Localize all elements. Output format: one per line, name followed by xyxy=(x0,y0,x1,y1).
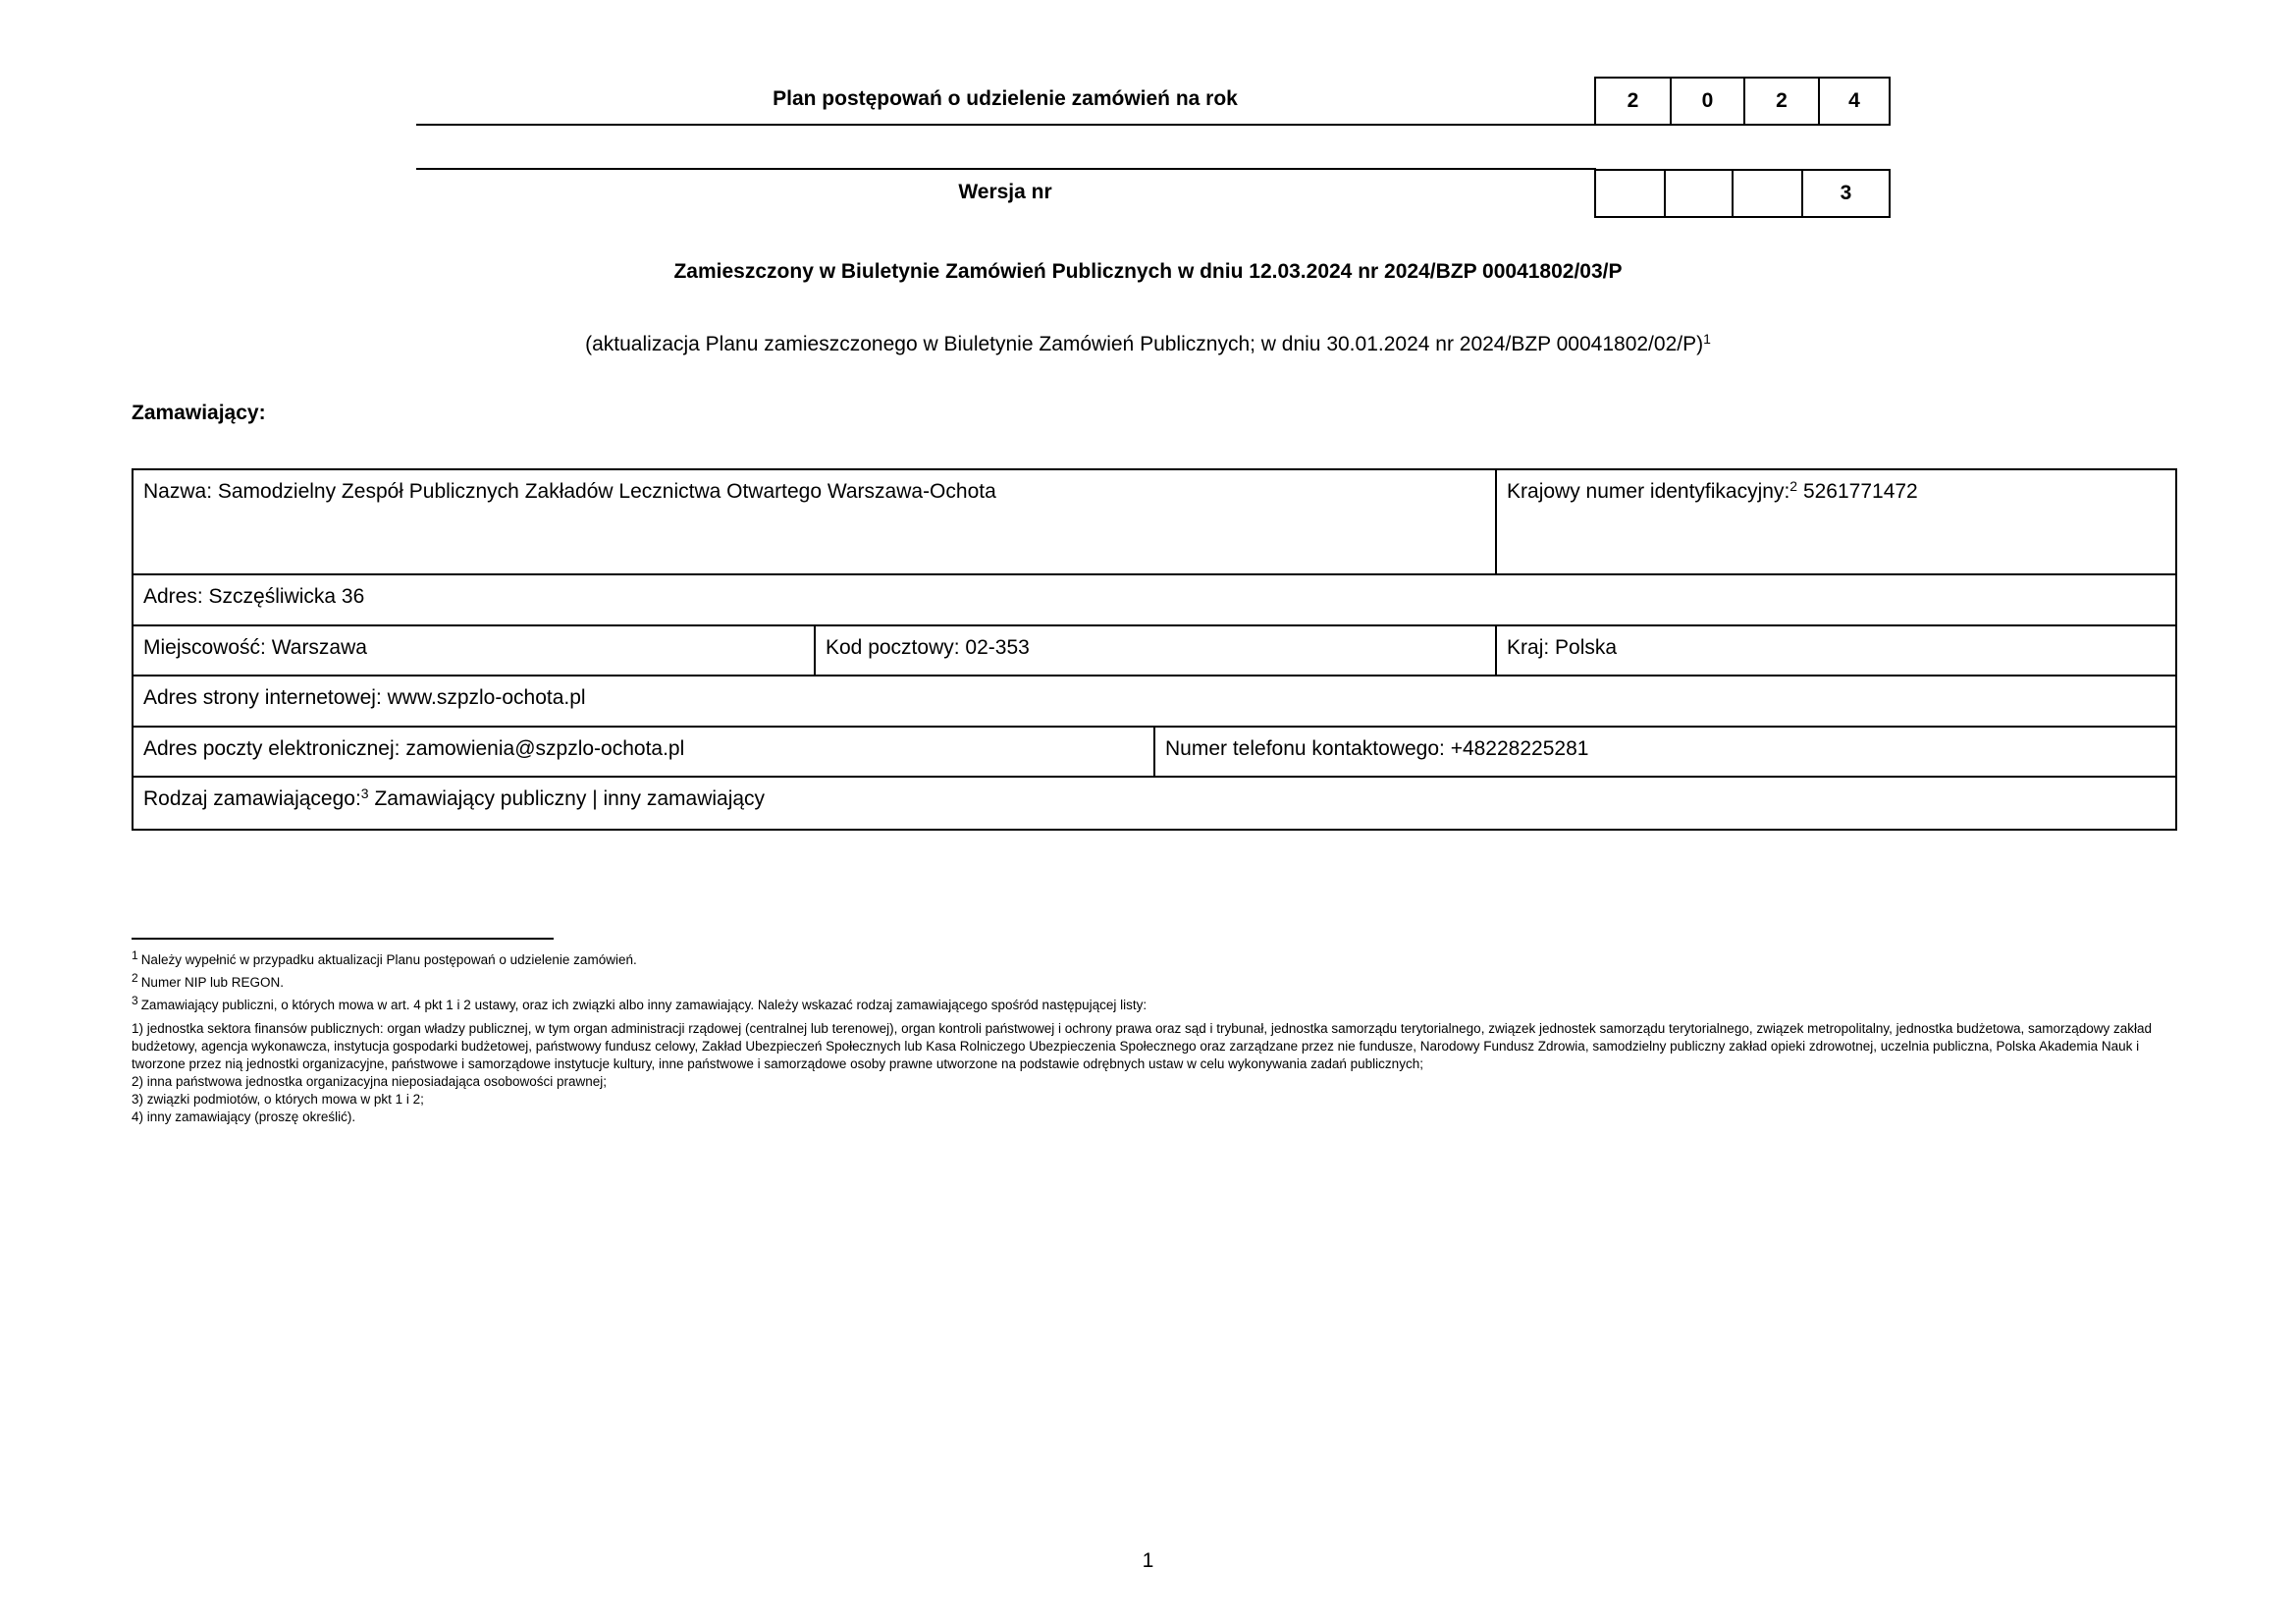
id-cell xyxy=(1496,469,2176,574)
footnote-ref: 1 xyxy=(1703,331,1711,347)
country-label: Kraj: xyxy=(1507,636,1550,659)
address-label: Adres: xyxy=(143,585,203,608)
footnote-separator xyxy=(132,938,554,940)
orderer-type-list xyxy=(132,1020,2175,1126)
year-digit: 0 xyxy=(1670,79,1743,124)
year-digit: 2 xyxy=(1627,89,1639,112)
plan-title-underline xyxy=(416,124,1596,126)
country-cell xyxy=(1496,625,2176,676)
type-cell xyxy=(133,777,2176,830)
orderer-table xyxy=(132,468,2177,831)
table-row xyxy=(133,574,2176,625)
version-label: Wersja nr xyxy=(958,181,1052,203)
table-row xyxy=(133,727,2176,777)
city-label: Miejscowość: xyxy=(143,636,266,659)
address-cell xyxy=(133,574,2176,625)
id-label: Krajowy numer identyfikacyjny: xyxy=(1507,480,1790,503)
list-item: 4) inny zamawiający (proszę określić). xyxy=(132,1109,356,1124)
table-row xyxy=(133,777,2176,830)
website-cell xyxy=(133,676,2176,727)
table-row xyxy=(133,625,2176,676)
published-line: Zamieszczony w Biuletynie Zamówień Publicznych w dniu 12.03.2024 nr 2024/BZP 00041802/03/P xyxy=(673,260,1623,283)
list-item: 3) związki podmiotów, o których mowa w pkt 1 i 2; xyxy=(132,1092,424,1107)
update-text: (aktualizacja Planu zamieszczonego w Biuletynie Zamówień Publicznych; w dniu 30.01.2024 nr 2024/BZP 00041802/02/P) xyxy=(585,333,1704,355)
address-value: Szczęśliwicka 36 xyxy=(208,585,365,608)
name-label: Nazwa: xyxy=(143,480,213,503)
list-item: 1) jednostka sektora finansów publicznych: organ władzy publicznej, w tym organ administracji rządowej (centralnej lub terenowej), organ kontroli państwowej i ochrony prawa oraz sąd i trybunał, jednostka samorządu terytorialnego, związek jednostek samorządu terytorialnego, związek metropolitalny, jednostka budżetowa, samorządowy zakład budżetowy, agencja wykonawcza, instytucja gospodarki budżetowej, państwowy fundusz celowy, Zakład Ubezpieczeń Społecznych lub Kasa Rolniczego Ubezpieczenia Społecznego oraz zarządzane przez nie fundusze, Narodowy Fundusz Zdrowia, samodzielny publiczny zakład opieki zdrowotnej, uczelnia publiczna, Polska Akademia Nauk i tworzone przez nią jednostki organizacyjne, państwowe i samorządowe instytucje kultury, inne państwowe i samorządowe osoby prawne utworzone na podstawie odrębnych ustaw w celu wykonywania zadań publicznych; xyxy=(132,1021,2153,1071)
phone-cell xyxy=(1154,727,2176,777)
page-number: 1 xyxy=(1142,1549,1154,1572)
type-value: Zamawiający publiczny | inny zamawiający xyxy=(374,787,766,810)
footnote-text: Należy wypełnić w przypadku aktualizacji Planu postępowań o udzielenie zamówień. xyxy=(140,952,637,967)
footnote-2 xyxy=(132,971,2175,992)
footnote-3 xyxy=(132,994,2175,1014)
name-cell xyxy=(133,469,1496,574)
orderer-heading: Zamawiający: xyxy=(132,402,266,424)
version-digit xyxy=(1732,171,1801,216)
country-value: Polska xyxy=(1555,636,1618,659)
website-label: Adres strony internetowej: xyxy=(143,686,382,709)
update-line xyxy=(0,333,2296,356)
plan-title: Plan postępowań o udzielenie zamówień na rok xyxy=(773,87,1238,110)
phone-label: Numer telefonu kontaktowego: xyxy=(1165,737,1445,760)
postal-label: Kod pocztowy: xyxy=(826,636,960,659)
footnotes xyxy=(132,948,2175,1126)
footnote-number: 2 xyxy=(132,971,138,985)
table-row xyxy=(133,469,2176,574)
phone-value: +48228225281 xyxy=(1450,737,1589,760)
postal-cell xyxy=(815,625,1496,676)
postal-value: 02-353 xyxy=(965,636,1030,659)
city-cell xyxy=(133,625,815,676)
email-label: Adres poczty elektronicznej: xyxy=(143,737,400,760)
year-boxes xyxy=(1594,77,1891,126)
id-value: 5261771472 xyxy=(1802,480,1918,503)
footnote-number: 3 xyxy=(132,994,138,1007)
footnote-ref: 3 xyxy=(360,785,369,801)
table-row xyxy=(133,676,2176,727)
footnote-number: 1 xyxy=(132,948,138,962)
footnote-text: Numer NIP lub REGON. xyxy=(140,975,284,990)
email-value: zamowienia@szpzlo-ochota.pl xyxy=(405,737,685,760)
year-digit: 2 xyxy=(1743,79,1818,124)
website-value: www.szpzlo-ochota.pl xyxy=(387,686,586,709)
version-overline xyxy=(416,168,1596,170)
version-digit xyxy=(1596,171,1664,216)
list-item: 2) inna państwowa jednostka organizacyjna nieposiadająca osobowości prawnej; xyxy=(132,1074,608,1089)
version-boxes xyxy=(1594,169,1891,218)
version-digit xyxy=(1664,171,1732,216)
name-value: Samodzielny Zespół Publicznych Zakładów Lecznictwa Otwartego Warszawa-Ochota xyxy=(217,480,996,503)
email-cell xyxy=(133,727,1154,777)
year-digit: 4 xyxy=(1818,79,1889,124)
footnote-text: Zamawiający publiczni, o których mowa w art. 4 pkt 1 i 2 ustawy, oraz ich związki albo inny zamawiający. Należy wskazać rodzaj zamawiającego spośród następującej listy: xyxy=(140,998,1148,1012)
footnote-1 xyxy=(132,948,2175,969)
type-label: Rodzaj zamawiającego: xyxy=(143,787,361,810)
city-value: Warszawa xyxy=(271,636,367,659)
version-digit: 3 xyxy=(1801,171,1889,216)
footnote-ref: 2 xyxy=(1789,478,1798,494)
